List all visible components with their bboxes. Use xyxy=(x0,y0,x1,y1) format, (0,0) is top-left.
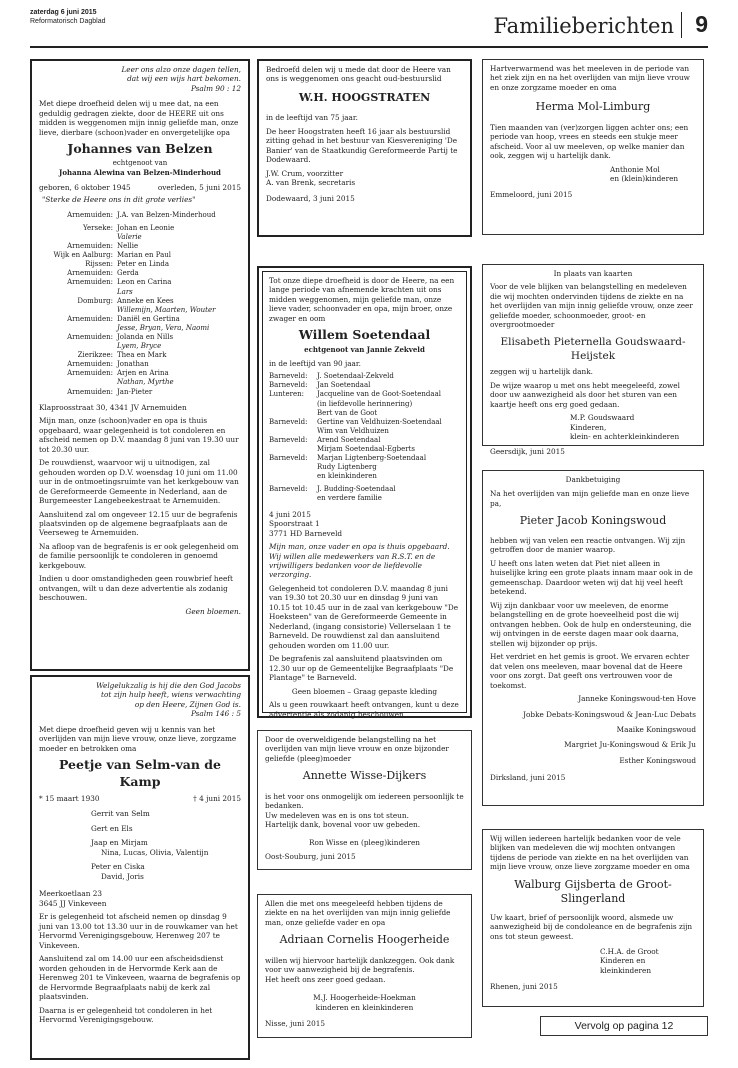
family-place xyxy=(39,288,117,297)
family-place: Arnemuiden: xyxy=(67,242,113,251)
place-date: Dirksland, juni 2015 xyxy=(490,773,566,783)
address-line: 3645 JJ Vinkeveen xyxy=(39,898,107,908)
paragraph: Uw medeleven was en is ons tot steun. xyxy=(265,810,409,820)
notice-goudswaard xyxy=(482,264,704,456)
family-row xyxy=(39,315,241,324)
signature: Jobke Debats-Koningswoud & Jean-Luc Debats xyxy=(523,709,696,719)
family-members: Lyem, Bryce xyxy=(117,342,162,351)
signature: en (klein)kinderen xyxy=(610,174,679,184)
family-row xyxy=(39,378,241,387)
family-row xyxy=(269,372,460,381)
notice-title: In plaats van kaarten xyxy=(553,269,633,278)
paragraph: Tien maanden van (ver)zorgen liggen achter ons; een periode van hoop, vrees en steeds een stukje meer afscheid. Voor al uw meeleven, op welke manier dan ook, zeggen wij u hartelijk dank. xyxy=(490,122,689,161)
family-line: Jaap en Mirjam xyxy=(91,838,148,848)
family-line: Peter en Ciska xyxy=(91,862,145,872)
paragraph: De wijze waarop u met ons hebt meegeleefd, zowel door uw aanwezigheid als door het sturen van een kaartje heeft ons erg goed gedaan. xyxy=(490,380,680,409)
spouse-label: echtgenoot van xyxy=(112,158,168,167)
family-place xyxy=(39,306,117,315)
notice-title: Dankbetuiging xyxy=(565,475,621,484)
intro-text: Met diepe droefheid delen wij u mee dat, na een geduldig gedragen ziekte, door de HEERE uit ons midden is weggenomen mijn innig geliefde man, onze lieve, dierbare (schoon)vader en onvergetelijke opa xyxy=(39,99,239,137)
deceased-name: Walburg Gijsberta de Groot-Slingerland xyxy=(514,877,672,906)
deceased-name: W.H. HOOGSTRATEN xyxy=(298,90,431,104)
verse-reference: Psalm 90 : 12 xyxy=(190,83,241,93)
family-place: Barneveld: xyxy=(269,435,308,444)
family-members: en verdere familie xyxy=(317,494,382,503)
signature: M.P. Goudswaard xyxy=(570,413,635,423)
family-place: Arnemuiden: xyxy=(67,269,113,278)
paragraph: Hartelijk dank, bovenal voor uw gebeden. xyxy=(265,820,421,830)
notice-mol-limburg xyxy=(482,59,704,235)
signature: Kinderen, xyxy=(570,422,607,432)
family-row xyxy=(39,233,241,242)
family-members: Mirjam Soetendaal-Egberts xyxy=(317,445,415,453)
birth-date: * 15 maart 1930 xyxy=(39,793,100,803)
address-line: Meerkoetlaan 23 xyxy=(39,889,102,899)
verse-line: Welgelukzalig is hij die den God Jacobs xyxy=(96,681,241,690)
family-place xyxy=(269,409,317,418)
family-row xyxy=(39,251,241,260)
spouse-name: Johanna Alewina van Belzen-Minderhoud xyxy=(59,167,221,177)
family-list xyxy=(269,372,460,503)
paragraph: U heeft ons laten weten dat Piet niet alleen in huiselijke kring een grote plaats innam maar ook in de gemeenschap. Daardoor weten wij dat hij veel heeft betekend. xyxy=(490,558,693,597)
notice-koningswoud xyxy=(482,470,704,806)
family-line: Gert en Els xyxy=(91,823,133,833)
family-members: Willemijn, Maarten, Wouter xyxy=(117,305,216,314)
place-date: Dodewaard, 3 juni 2015 xyxy=(266,193,355,203)
intro-text: Voor de vele blijken van belangstelling en medeleven die wij mochten ondervinden tijdens de ziekte en na het overlijden van mijn innig geliefde vrouw, onze zeer geliefde moeder, schoonmoeder, groot- en overgrootmoeder xyxy=(490,282,693,330)
family-members: Thea en Mark xyxy=(117,351,167,360)
family-place: Yerseke: xyxy=(83,223,113,232)
family-place: Barneveld: xyxy=(269,372,308,381)
family-place xyxy=(39,378,117,387)
page-header xyxy=(30,6,708,48)
family-place: Barneveld: xyxy=(269,381,308,390)
age: in de leeftijd van 75 jaar. xyxy=(266,113,358,123)
paragraph: Aansluitend zal om ongeveer 12.15 uur de begrafenis plaatsvinden op de algemene begraafplaats aan de Veerseweg te Arnemuiden. xyxy=(39,509,238,538)
family-place: Rijssen: xyxy=(85,260,113,269)
signature: J.W. Crum, voorzitter xyxy=(266,168,344,178)
family-row xyxy=(269,390,460,399)
newspaper-name: Reformatorisch Dagblad xyxy=(30,18,106,25)
family-row xyxy=(269,409,460,418)
family-place: Wijk en Aalburg: xyxy=(53,251,113,260)
paragraph: De begrafenis zal aansluitend plaatsvinden om 12.30 uur op de Gemeentelijke Begraafplaats "De Plantage" te Barneveld. xyxy=(269,654,454,683)
life-dates xyxy=(39,794,241,803)
family-members: Arend Soetendaal xyxy=(317,435,381,444)
family-members: Marjan Ligtenberg-Soetendaal xyxy=(317,454,427,463)
paragraph: zeggen wij u hartelijk dank. xyxy=(490,367,593,377)
paragraph: De heer Hoogstraten heeft 16 jaar als bestuurslid zitting gehad in het bestuur van Kiesvereniging 'De Banier' van de Staatkundig Gereformeerde Partij te Dodewaard. xyxy=(266,126,458,165)
family-members: Marian en Paul xyxy=(117,251,172,260)
deceased-name: Peetje van Selm-van de Kamp xyxy=(58,757,221,789)
life-dates xyxy=(39,183,241,192)
family-row xyxy=(39,269,241,278)
deceased-name: Johannes van Belzen xyxy=(67,141,213,157)
deceased-name: Pieter Jacob Koningswoud xyxy=(519,514,667,528)
issue-date: zaterdag 6 juni 2015 xyxy=(30,9,97,16)
family-members: Leon en Carina xyxy=(117,278,172,287)
family-place: Arnemuiden: xyxy=(67,210,113,219)
verse-line: Leer ons alzo onze dagen tellen, xyxy=(121,65,241,74)
family-members: Daniël en Gertina xyxy=(117,314,180,323)
family-members: Nathan, Myrthe xyxy=(117,378,174,387)
intro-text: Wij willen iedereen hartelijk bedanken voor de vele blijken van medeleven die wij mochten ontvangen tijdens de periode van ziekte en na het overlijden van mijn lieve vrouw, onze lieve zorgzame moeder en oma xyxy=(490,834,690,872)
signature: Kinderen en kleinkinderen xyxy=(600,956,652,975)
paragraph: hebben wij van velen een reactie ontvangen. Wij zijn getroffen door de manier waarop. xyxy=(490,535,686,555)
family-members: Arjen en Arina xyxy=(117,369,169,378)
family-members: J. Budding-Soetendaal xyxy=(317,485,396,494)
family-row xyxy=(39,324,241,333)
notice-van-belzen xyxy=(30,59,250,671)
place-date: Geersdijk, juni 2015 xyxy=(490,446,565,456)
intro-text: Na het overlijden van mijn geliefde man en onze lieve pa, xyxy=(490,489,690,508)
family-place xyxy=(269,472,317,481)
family-row xyxy=(39,306,241,315)
notice-hoogstraten xyxy=(257,59,472,237)
paragraph: Mijn man, onze (schoon)vader en opa is thuis opgebaard, waar gelegenheid is tot condoleren en afscheid nemen op D.V. maandag 8 juni van 19.30 uur tot 20.30 uur. xyxy=(39,416,239,454)
signature: Janneke Koningswoud-ten Hove xyxy=(578,694,696,704)
family-row xyxy=(39,388,241,397)
place-date: Oost-Souburg, juni 2015 xyxy=(265,852,356,862)
deceased-name: Herma Mol-Limburg xyxy=(535,100,651,114)
intro-text: Bedroefd delen wij u mede dat door de Heere van ons is weggenomen ons geacht oud-bestuurslid xyxy=(266,65,451,84)
paragraph: Na afloop van de begrafenis is er ook gelegenheid om de familie persoonlijk te condoleren in genoemd kerkgebouw. xyxy=(39,541,239,570)
family-members: Valerie xyxy=(117,232,142,241)
family-place xyxy=(269,463,317,472)
family-members: Bert van de Goot xyxy=(317,408,378,417)
paragraph: Indien u door omstandigheden geen rouwbrief heeft ontvangen, wilt u dan deze advertentie als zodanig beschouwen. xyxy=(39,574,233,603)
family-members: Jacqueline van de Goot-Soetendaal xyxy=(317,390,441,399)
paragraph: De rouwdienst, waarvoor wij u uitnodigen, zal gehouden worden op D.V. woensdag 10 juni om 11.00 uur in de ontmoetingsruimte van het kerkgebouw van de Gereformeerde Gemeente in Nederland, aan de Burgemeester Langebeekestraat te Arnemuiden. xyxy=(39,458,239,506)
verse-line: tot zijn hulp heeft, wiens verwachting xyxy=(101,690,241,700)
paragraph: Er is gelegenheid tot afscheid nemen op dinsdag 9 juni van 13.00 tot 13.30 uur in de rouwkamer van het Hervormd Verenigingsgebouw, Herenweg 207 te Vinkeveen. xyxy=(39,912,238,950)
place-date: Nisse, juni 2015 xyxy=(265,1019,326,1029)
family-line: Nina, Lucas, Olivia, Valentijn xyxy=(101,847,209,857)
deceased-name: Annette Wisse-Dijkers xyxy=(302,769,427,783)
intro-text: Hartverwarmend was het meeleven in de periode van het ziek zijn en na het overlijden van mijn lieve vrouw en onze zorgzame moeder en oma xyxy=(490,64,690,92)
family-members: Jonathan xyxy=(117,360,149,369)
family-members: Anneke en Kees xyxy=(117,296,174,305)
notice-de-groot xyxy=(482,829,704,1007)
note: Geen bloemen. xyxy=(185,606,241,616)
family-row xyxy=(269,494,460,503)
age: in de leeftijd van 90 jaar. xyxy=(269,358,361,368)
family-row xyxy=(39,224,241,233)
intro-text: Allen die met ons meegeleefd hebben tijdens de ziekte en na het overlijden van mijn innig geliefde man, onze geliefde vader en opa xyxy=(265,899,451,927)
section-title: Familieberichten xyxy=(493,14,674,38)
verse-reference: Psalm 146 : 5 xyxy=(190,709,241,719)
inner-frame xyxy=(262,271,467,719)
family-members: J. Soetendaal-Zekveld xyxy=(317,372,394,381)
family-row xyxy=(269,454,460,463)
family-line: David, Joris xyxy=(101,871,144,881)
date: 4 juni 2015 xyxy=(269,509,311,519)
signature: Anthonie Mol xyxy=(610,164,660,174)
signature-list xyxy=(490,694,696,765)
paragraph: Gelegenheid tot condoleren D.V. maandag 8 juni van 19.30 tot 20.30 uur en dinsdag 9 juni van 10.15 tot 10.45 uur in de zaal van kerkgebouw "De Hoeksteen" van de Gereformeerde Gemeente in Nederland, (ingang consistorie) Vellerselaan 1 te Barneveld. De rouwdienst zal dan aansluitend gehouden worden om 11.00 uur. xyxy=(269,583,459,650)
family-members: Johan en Leonie xyxy=(117,223,175,232)
family-members: Gertine van Veldhuizen-Soetendaal xyxy=(317,417,442,426)
family-row xyxy=(269,445,460,454)
deceased-name: Willem Soetendaal xyxy=(298,327,431,343)
family-members: Rudy Ligtenberg xyxy=(317,463,377,472)
family-members: Gerda xyxy=(117,269,139,278)
family-row xyxy=(39,297,241,306)
family-row xyxy=(269,472,460,481)
verse-line: op den Heere, Zijnen God is. xyxy=(134,699,241,709)
signature: klein- en achterkleinkinderen xyxy=(570,432,680,442)
family-members: Jan-Pieter xyxy=(117,387,153,396)
paragraph: Uw kaart, brief of persoonlijk woord, alsmede uw aanwezigheid bij de condoleance en de begrafenis zijn ons tot steun geweest. xyxy=(490,912,693,941)
family-place: Arnemuiden: xyxy=(67,387,113,396)
family-row xyxy=(39,211,241,220)
place-date: Emmeloord, juni 2015 xyxy=(490,189,573,199)
verse-line: dat wij een wijs hart bekomen. xyxy=(127,74,241,84)
family-list xyxy=(39,211,241,397)
family-place: Arnemuiden: xyxy=(67,333,113,342)
family-place: Barneveld: xyxy=(269,454,308,463)
deceased-name: Elisabeth Pieternella Goudswaard-Heijstek xyxy=(500,335,686,362)
family-place: Barneveld: xyxy=(269,485,308,494)
family-row xyxy=(39,288,241,297)
paragraph: Wij zijn dankbaar voor uw meeleven, de enorme belangstelling en de grote hoeveelheid post die wij ontvangen hebben. Ook de hulp en ondersteuning, die wij ontvingen in de eerste dagen maar ook daarna, stellen wij bijzonder op prijs. xyxy=(490,600,692,648)
family-members: Peter en Linda xyxy=(117,260,169,269)
paragraph: Geen bloemen – Graag gepaste kleding xyxy=(291,686,438,696)
family-members: J.A. van Belzen-Minderhoud xyxy=(117,210,216,219)
signature: M.J. Hoogerheide-Hoekman xyxy=(313,993,416,1003)
intro-text: Door de overweldigende belangstelling na het overlijden van mijn lieve vrouw en onze bijzonder geliefde (pleeg)moeder xyxy=(265,735,449,763)
notice-wisse xyxy=(257,730,472,870)
family-row xyxy=(39,278,241,287)
page-number: 9 xyxy=(695,11,708,37)
family-place xyxy=(269,400,317,409)
signature: kinderen en kleinkinderen xyxy=(315,1002,414,1012)
family-row xyxy=(39,360,241,369)
paragraph: Aansluitend zal om 14.00 uur een afscheidsdienst worden gehouden in de Hervormde Kerk aan de Herenweg 201 te Vinkeveen, waarna de begrafenis op de Hervormde Begraafplaats nabij de kerk zal plaatsvinden. xyxy=(39,954,241,1002)
death-date: † 4 juni 2015 xyxy=(193,793,241,803)
paragraph: is het voor ons onmogelijk om iedereen persoonlijk te bedanken. xyxy=(265,791,464,811)
place-date: Rhenen, juni 2015 xyxy=(490,982,558,992)
notice-hoogerheide xyxy=(257,894,472,1038)
paragraph: Het heeft ons zeer goed gedaan. xyxy=(265,974,386,984)
family-row xyxy=(39,260,241,269)
quote: "Sterke de Heere ons in dit grote verlies" xyxy=(42,195,196,205)
intro-text: Tot onze diepe droefheid is door de Heere, na een lange periode van afnemende krachten uit ons midden weggenomen, mijn geliefde man, onze lieve vader, schoonvader en opa, mijn broer, onze zwager en oom xyxy=(269,276,455,323)
continued-on-page[interactable]: Vervolg op pagina 12 xyxy=(540,1016,708,1036)
family-place xyxy=(269,427,317,436)
signature: Esther Koningswoud xyxy=(619,755,696,765)
family-place: Arnemuiden: xyxy=(67,278,113,287)
family-members: Jolanda en Nills xyxy=(117,333,174,342)
family-place: Arnemuiden: xyxy=(67,360,113,369)
family-place xyxy=(39,324,117,333)
family-place: Arnemuiden: xyxy=(67,369,113,378)
signature: Ron Wisse en (pleeg)kinderen xyxy=(308,837,421,847)
paragraph: Als u geen rouwkaart heeft ontvangen, kunt u deze advertentie als zodanig beschouwen. xyxy=(269,700,459,719)
family-line: Gerrit van Selm xyxy=(91,809,150,819)
family-row xyxy=(269,463,460,472)
family-row xyxy=(39,342,241,351)
family-members: Nellie xyxy=(117,242,139,251)
family-row xyxy=(39,333,241,342)
family-row xyxy=(269,436,460,445)
family-row xyxy=(269,381,460,390)
notice-van-selm xyxy=(30,675,250,1060)
family-members: Jan Soetendaal xyxy=(317,381,371,390)
family-members: Lars xyxy=(117,287,133,296)
paragraph: willen wij hiervoor hartelijk dankzeggen. Ook dank voor uw aanwezigheid bij de begrafenis. xyxy=(265,955,455,975)
family-place: Zierikzee: xyxy=(77,351,113,360)
family-row xyxy=(269,418,460,427)
death-date: overleden, 5 juni 2015 xyxy=(157,182,241,192)
address-line: Spoorstraat 1 xyxy=(269,519,320,529)
signature: Margriet Ju-Koningswoud & Erik Ju xyxy=(564,740,696,750)
family-row xyxy=(39,369,241,378)
family-members: en kleinkinderen xyxy=(317,472,377,481)
spouse-name: echtgenoot van Jannie Zekveld xyxy=(304,344,425,354)
family-list xyxy=(39,809,241,881)
family-row xyxy=(269,427,460,436)
family-members: (in liefdevolle herinnering) xyxy=(317,399,413,408)
address-line: 3771 HD Barneveld xyxy=(269,528,343,538)
family-row xyxy=(39,351,241,360)
family-place xyxy=(269,445,317,454)
birth-date: geboren, 6 oktober 1945 xyxy=(39,182,131,192)
intro-text: Met diepe droefheid geven wij u kennis van het overlijden van mijn lieve vrouw, onze lieve, zorgzame moeder en betrokken oma xyxy=(39,724,237,753)
family-place xyxy=(269,494,317,503)
header-divider xyxy=(681,12,682,38)
signature: A. van Brenk, secretaris xyxy=(266,178,356,188)
family-place: Lunteren: xyxy=(269,390,304,399)
family-row xyxy=(269,400,460,409)
deceased-name: Adriaan Cornelis Hoogerheide xyxy=(279,933,450,947)
family-members: Jesse, Bryan, Vera, Naomi xyxy=(117,323,210,332)
family-place: Domburg: xyxy=(77,296,113,305)
family-place: Arnemuiden: xyxy=(67,314,113,323)
family-row xyxy=(269,485,460,494)
paragraph: Daarna is er gelegenheid tot condoleren in het Hervormd Verenigingsgebouw. xyxy=(39,1005,213,1025)
family-place xyxy=(39,233,117,242)
paragraph: Het verdriet en het gemis is groot. We ervaren echter dat velen ons meeleven, maar bovenal dat de Heere voor ons zorgt. Dat geeft ons vertrouwen voor de toekomst. xyxy=(490,652,690,690)
signature: Maaike Koningswoud xyxy=(616,724,696,734)
family-members: Wim van Veldhuizen xyxy=(317,426,389,435)
family-row xyxy=(39,242,241,251)
family-place xyxy=(39,342,117,351)
family-place: Barneveld: xyxy=(269,417,308,426)
signature: C.H.A. de Groot xyxy=(600,946,659,956)
quote: Mijn man, onze vader en opa is thuis opgebaard. Wij willen alle medewerkers van R.S.T. en de vrijwilligers bedanken voor de liefdevolle verzorging. xyxy=(269,542,450,580)
notice-soetendaal xyxy=(257,266,472,718)
address: Klaproosstraat 30, 4341 JV Arnemuiden xyxy=(39,402,187,412)
